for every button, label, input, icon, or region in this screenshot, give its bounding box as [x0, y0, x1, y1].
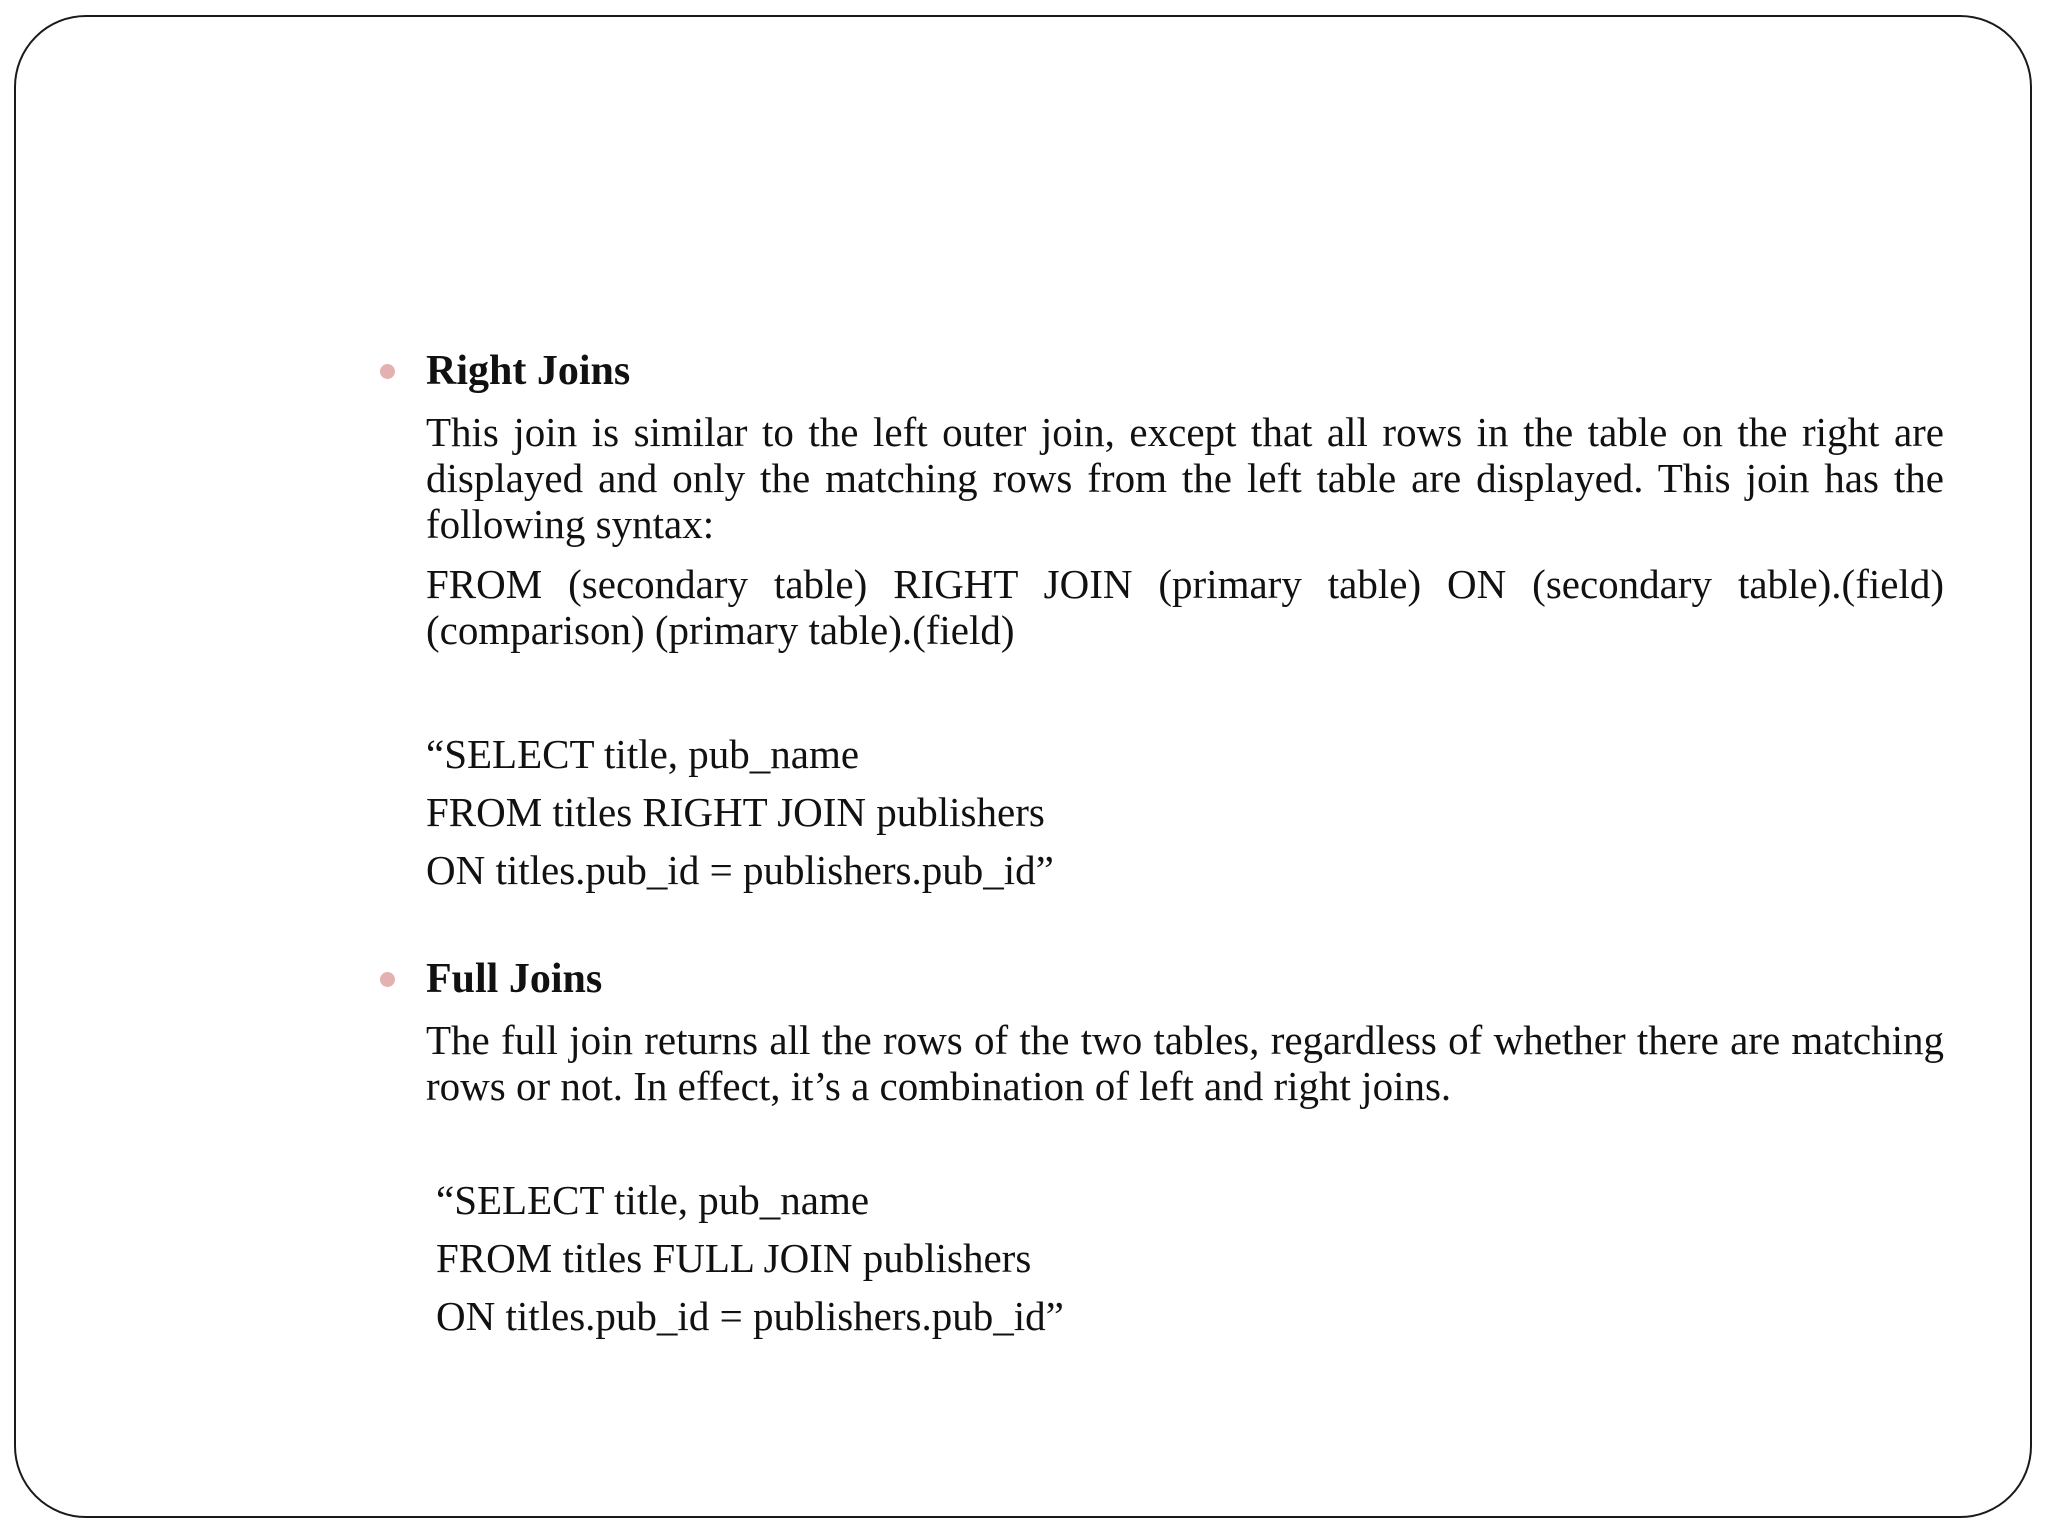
slide-content: [426, 343, 1944, 1345]
section-full-joins: [426, 951, 1944, 1345]
code-line: FROM titles RIGHT JOIN publishers: [426, 789, 1045, 835]
code-line: FROM titles FULL JOIN publishers: [436, 1235, 1032, 1281]
bullet-icon: [380, 972, 395, 987]
bullet-icon: [380, 364, 395, 379]
code-line: ON titles.pub_id = publishers.pub_id”: [426, 847, 1054, 893]
code-line: ON titles.pub_id = publishers.pub_id”: [436, 1293, 1064, 1339]
section-paragraph: The full join returns all the rows of the two tables, regardless of whether there are matching rows or not. In effect, it’s a combination of left and right joins.: [426, 1017, 1944, 1109]
slide-frame: [14, 15, 2032, 1518]
section-paragraph: This join is similar to the left outer join, except that all rows in the table on the right are displayed and only the matching rows from the left table are displayed. This join has the following syntax:: [426, 409, 1944, 547]
code-line: “SELECT title, pub_name: [426, 731, 860, 777]
section-heading: Right Joins: [426, 348, 631, 394]
syntax-paragraph: FROM (secondary table) RIGHT JOIN (primary table) ON (secondary table).(field) (comparison) (primary table).(field): [426, 561, 1944, 653]
section-right-joins: [426, 343, 1944, 899]
section-heading: Full Joins: [426, 956, 603, 1002]
code-block: [426, 725, 1944, 899]
code-block: [426, 1171, 1944, 1345]
code-line: “SELECT title, pub_name: [436, 1177, 870, 1223]
